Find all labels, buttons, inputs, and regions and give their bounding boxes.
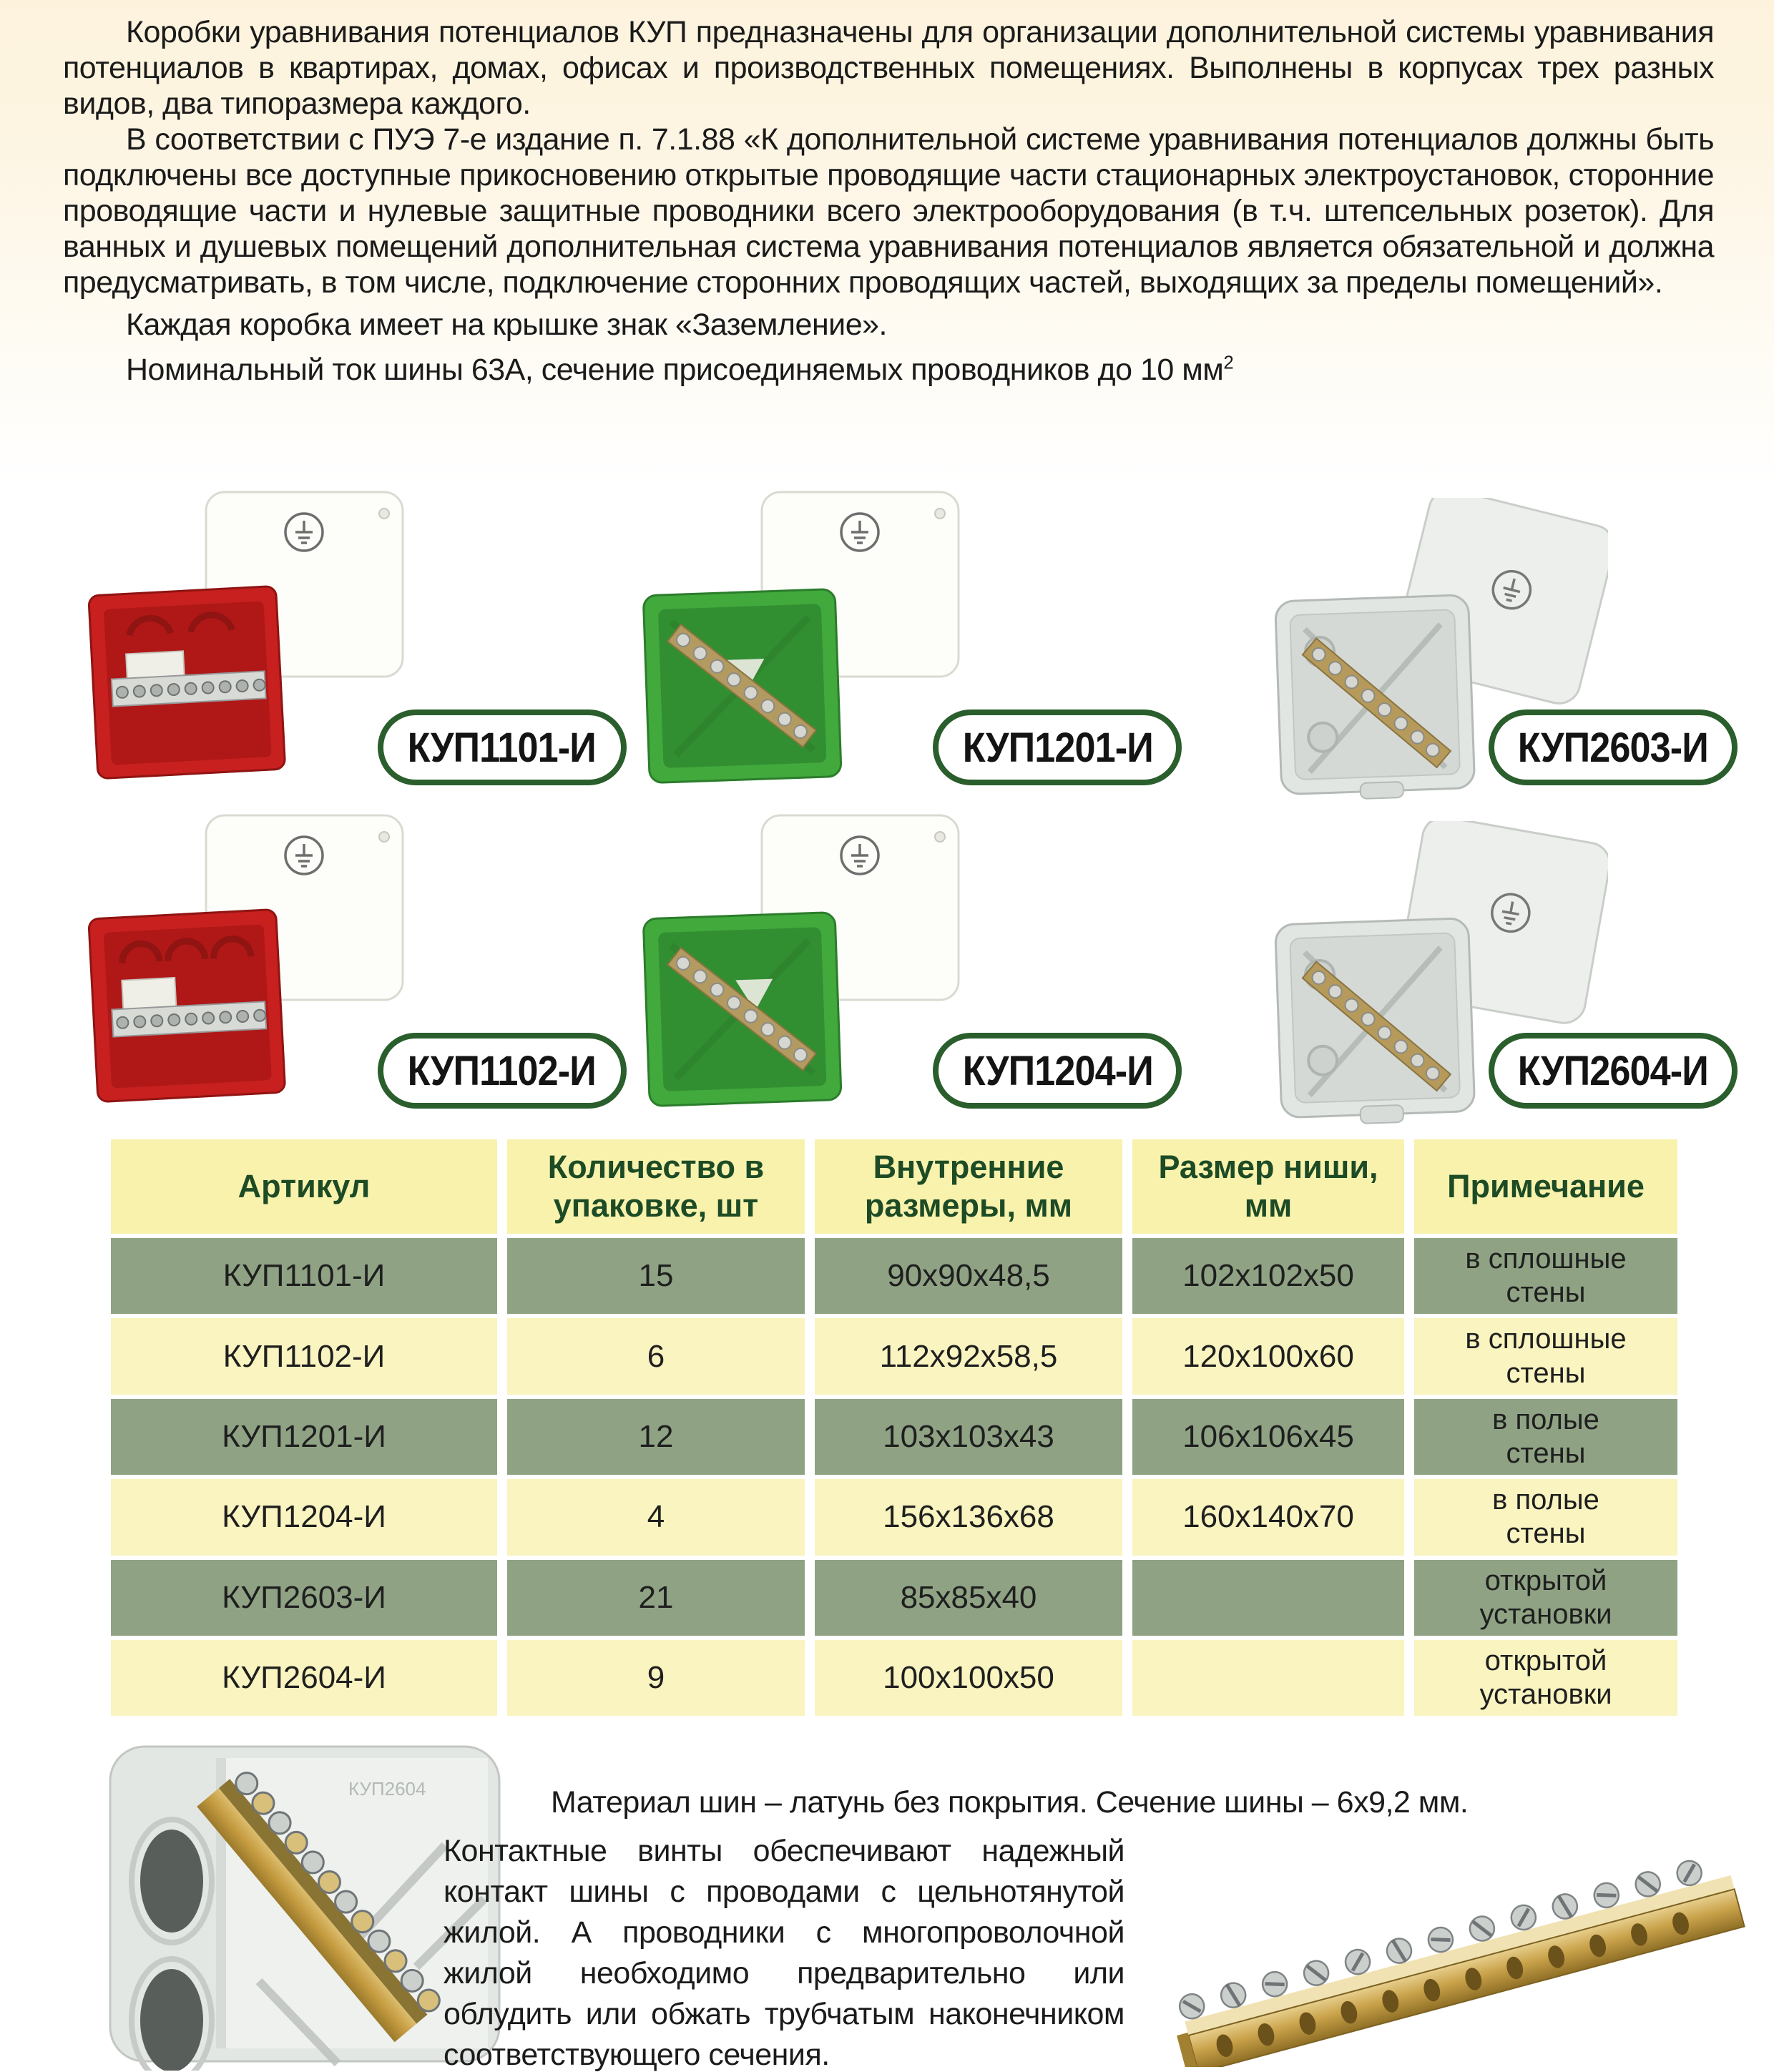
product-label-badge: [378, 1033, 627, 1109]
product-label-badge: [1489, 710, 1738, 785]
spec-cell: 120х100х60: [1132, 1318, 1404, 1394]
bus-description: Контактные винты обеспечивают надежный контакт шины с проводами с цельнотянутой жилой. А проводники с многопроволочной жилой необходимо предварительно или облудить или обжать трубчатым наконечником соответствующего сечения.: [444, 1834, 1124, 2072]
product-photo-red-box: [81, 808, 417, 1116]
intro-paragraph-4: Номинальный ток шины 63А, сечение присоединяемых проводников до 10 $мм^2$: [126, 353, 1234, 387]
spec-cell: 102х102х50: [1132, 1238, 1404, 1314]
product-card-kup1101: [75, 485, 631, 798]
product-card-kup2604: [1186, 808, 1742, 1121]
spec-cell: 85х85х40: [815, 1560, 1122, 1636]
box-body: [643, 589, 841, 782]
product-card-kup1102: [75, 808, 631, 1121]
spec-cell: КУП1201-И: [111, 1399, 497, 1475]
product-card-kup2603: [1186, 485, 1742, 798]
spec-cell: КУП1102-И: [111, 1318, 497, 1394]
product-photo-red-box: [81, 485, 417, 792]
spec-cell: 156х136х68: [815, 1479, 1122, 1555]
spec-cell: в полые стены: [1414, 1479, 1677, 1555]
product-label: КУП1101-И: [408, 724, 597, 771]
product-card-kup1204: [631, 808, 1187, 1121]
spec-cell: 15: [507, 1238, 805, 1314]
spec-cell: КУП1101-И: [111, 1238, 497, 1314]
header-artikul: Артикул: [111, 1139, 497, 1234]
spec-cell: открытой установки: [1414, 1560, 1677, 1636]
header-qty: Количество в упаковке, шт: [507, 1139, 805, 1234]
spec-cell: 6: [507, 1318, 805, 1394]
product-label: КУП2603-И: [1517, 724, 1709, 771]
spec-cell: 90х90х48,5: [815, 1238, 1122, 1314]
box-body: [89, 586, 285, 778]
embossed-model-text: КУП2604: [348, 1778, 426, 1800]
spec-cell: 21: [507, 1560, 805, 1636]
spec-cell: в полые стены: [1414, 1399, 1677, 1475]
product-label: КУП1201-И: [962, 724, 1153, 771]
intro-text: [63, 14, 1714, 391]
intro-paragraph-2: В соответствии с ПУЭ 7-е издание п. 7.1.88 «К дополнительной системе уравнивания потенциалов должны быть подключены все доступные прикосновению открытые проводящие части стационарных электроустановок, сторонние проводящие части и нулевые защитные проводники всего электрооборудования (в т.ч. штепсельных розеток). Для ванных и душевых помещений дополнительная система уравнивания потенциалов является обязательной и должна предусматривать, в том числе, подключение сторонних проводящих частей, выходящих за пределы помещений».: [63, 122, 1714, 300]
spec-cell: 100х100х50: [815, 1640, 1122, 1716]
superscript-2: 2: [1223, 353, 1234, 373]
box-body: [643, 912, 841, 1106]
spec-cell: 4: [507, 1479, 805, 1555]
product-label: КУП1204-И: [962, 1047, 1153, 1094]
product-gallery: [75, 485, 1742, 1121]
product-label-badge: [1489, 1033, 1738, 1109]
box-body: [1275, 918, 1476, 1126]
product-card-kup1201: [631, 485, 1187, 798]
open-box-photo: [109, 1745, 501, 2071]
spec-cell: КУП2604-И: [111, 1640, 497, 1716]
spec-cell: 160х140х70: [1132, 1479, 1404, 1555]
spec-cell: 12: [507, 1399, 805, 1475]
header-inner-size: Внутренние размеры, мм: [815, 1139, 1122, 1234]
spec-cell: открытой установки: [1414, 1640, 1677, 1716]
product-label: КУП1102-И: [408, 1047, 597, 1094]
box-body: [1275, 595, 1476, 802]
spec-cell: КУП1204-И: [111, 1479, 497, 1555]
brass-bus-photo: [1166, 1820, 1774, 2067]
bus-material-line: Материал шин – латунь без покрытия. Сечение шины – 6х9,2 мм.: [551, 1785, 1469, 1820]
spec-cell: 112х92х58,5: [815, 1318, 1122, 1394]
spec-cell: КУП2603-И: [111, 1560, 497, 1636]
intro-paragraph-1: Коробки уравнивания потенциалов КУП предназначены для организации дополнительной системы уравнивания потенциалов в квартирах, домах, офисах и производственных помещениях. Выполнены в корпусах трех разных видов, два типоразмера каждого.: [63, 15, 1714, 121]
spec-cell: 103х103х43: [815, 1399, 1122, 1475]
header-note: Примечание: [1414, 1139, 1677, 1234]
header-niche-size: Размер ниши, мм: [1132, 1139, 1404, 1234]
product-label-badge: [933, 1033, 1182, 1109]
product-photo-green-box: [637, 485, 973, 792]
box-body: [89, 909, 285, 1101]
product-label-badge: [378, 710, 627, 785]
product-photo-green-box: [637, 808, 973, 1116]
spec-cell: [1132, 1640, 1404, 1716]
intro-paragraph-3: Каждая коробка имеет на крышке знак «Заземление».: [126, 308, 887, 342]
spec-cell: 9: [507, 1640, 805, 1716]
spec-table: [111, 1139, 1677, 1716]
product-label-badge: [933, 710, 1182, 785]
spec-cell: в сплошные стены: [1414, 1318, 1677, 1394]
product-label: КУП2604-И: [1517, 1047, 1709, 1094]
spec-cell: 106х106х45: [1132, 1399, 1404, 1475]
spec-cell: в сплошные стены: [1414, 1238, 1677, 1314]
spec-cell: [1132, 1560, 1404, 1636]
